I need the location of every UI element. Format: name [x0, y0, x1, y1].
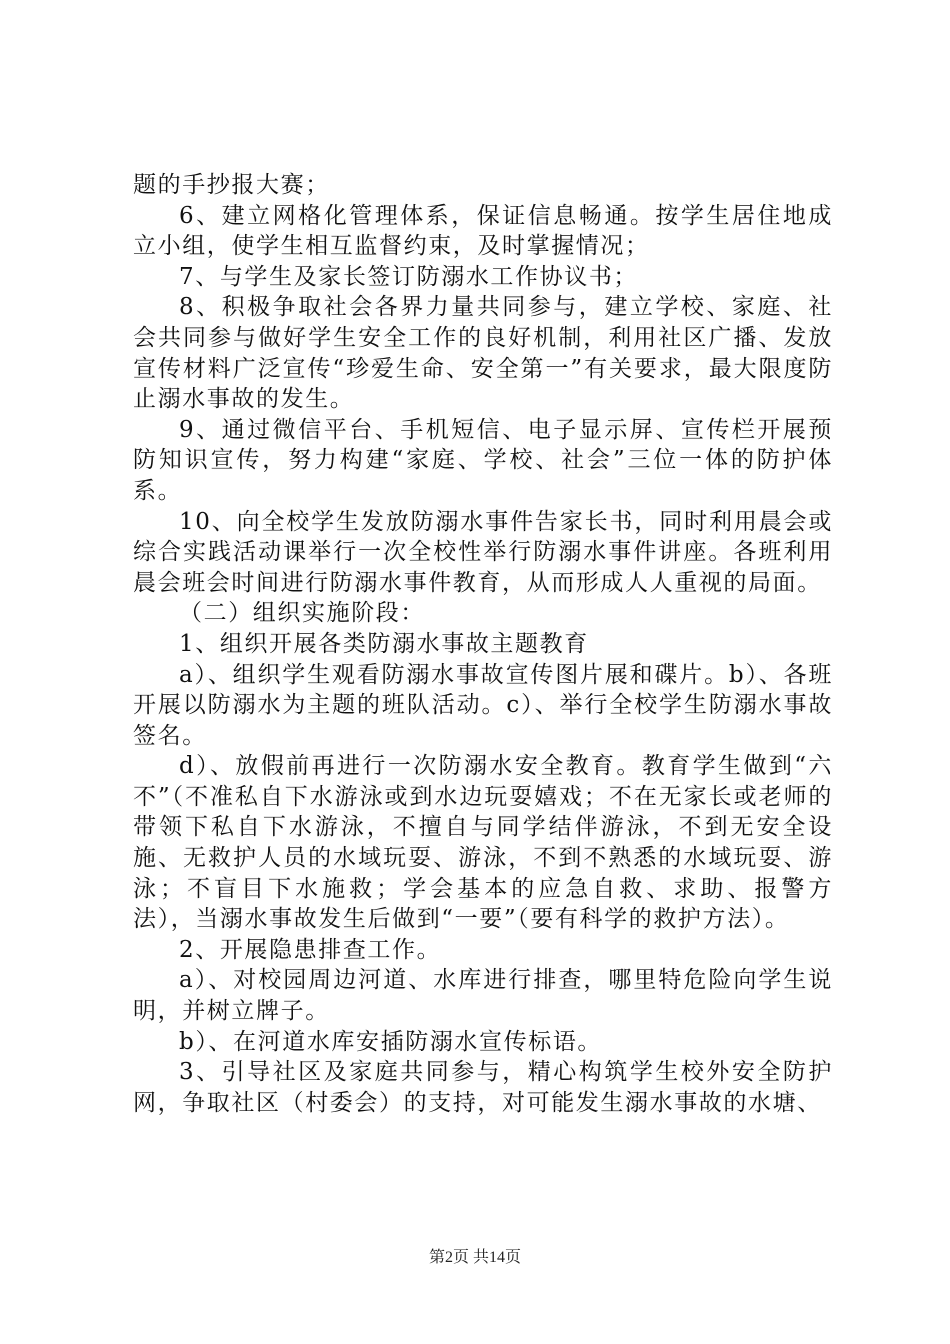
paragraph: b）、在河道水库安插防溺水宣传标语。 — [179, 1028, 603, 1055]
paragraph: 7、与学生及家长签订防溺水工作协议书； — [179, 263, 639, 290]
page-number-footer: 第2页 共14页 — [428, 1249, 521, 1266]
paragraph: 1、组织开展各类防溺水事故主题教育 — [179, 630, 589, 657]
paragraph: d）、放假前再进行一次防溺水安全教育。教育学生做到“六不”（不准私自下水游泳或到水边玩耍嬉戏；不在无家长或老师的带领下私自下水游泳，不擅自与同学结伴游泳，不到无安全设施、无救护人员的水域玩耍、游泳，不到不熟悉的水域玩耍、游泳；不盲目下水施救；学会基本的应急自救、求助、报警方法），当溺水事故发生后做到“一要”（要有科学的救护方法）。 — [133, 753, 833, 933]
paragraph: 6、建立网格化管理体系，保证信息畅通。按学生居住地成立小组，使学生相互监督约束，及时掌握情况； — [133, 202, 833, 260]
document-body — [133, 170, 833, 1118]
paragraph: 题的手抄报大赛； — [133, 172, 330, 198]
paragraph: a）、组织学生观看防溺水事故宣传图片展和碟片。b）、各班开展以防溺水为主题的班队活动。c）、举行全校学生防溺水事故签名。 — [133, 661, 833, 749]
paragraph: a）、对校园周边河道、水库进行排查，哪里特危险向学生说明，并树立牌子。 — [133, 967, 833, 1025]
paragraph: 2、开展隐患排查工作。 — [179, 936, 442, 963]
paragraph: 10、向全校学生发放防溺水事件告家长书，同时利用晨会或综合实践活动课举行一次全校性举行防溺水事件讲座。各班利用晨会班会时间进行防溺水事件教育，从而形成人人重视的局面。 — [133, 508, 833, 596]
section-heading: （二）组织实施阶段： — [179, 600, 425, 627]
paragraph: 8、积极争取社会各界力量共同参与，建立学校、家庭、社会共同参与做好学生安全工作的良好机制，利用社区广播、发放宣传材料广泛宣传“珍爱生命、安全第一”有关要求，最大限度防止溺水事故的发生。 — [133, 294, 833, 413]
paragraph: 9、通过微信平台、手机短信、电子显示屏、宣传栏开展预防知识宣传，努力构建“家庭、学校、社会”三位一体的防护体系。 — [133, 416, 833, 504]
paragraph: 3、引导社区及家庭共同参与，精心构筑学生校外安全防护网，争取社区（村委会）的支持，对可能发生溺水事故的水塘、 — [133, 1059, 833, 1116]
